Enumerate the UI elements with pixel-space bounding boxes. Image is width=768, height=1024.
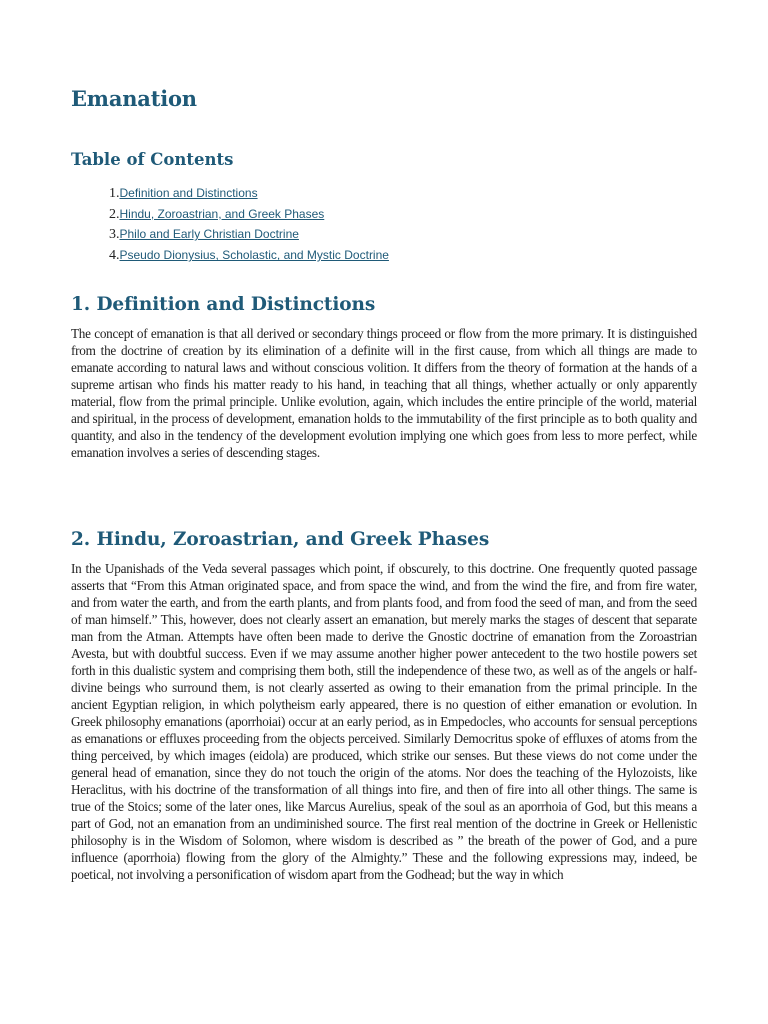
section-heading-definition: 1. Definition and Distinctions: [71, 294, 376, 315]
toc-item: [109, 204, 389, 225]
toc-item-number: 1.: [109, 186, 120, 201]
toc-item: [109, 183, 389, 204]
toc-link-definition-and-distinctions[interactable]: Definition and Distinctions: [119, 186, 258, 200]
toc-link-pseudo-dionysius[interactable]: Pseudo Dionysius, Scholastic, and Mystic Doctrine: [119, 248, 389, 263]
page-title: Emanation: [71, 86, 197, 111]
section-heading-hindu-zoroastrian-greek: 2. Hindu, Zoroastrian, and Greek Phases: [71, 529, 490, 550]
section-body-definition: The concept of emanation is that all derived or secondary things proceed or flow from the more primary. It is distinguished from the doctrine of creation by its elimination of a definite will in the first cause, from which all things are made to emanate according to natural laws and without conscious volition. It differs from the theory of formation at the hands of a supreme artisan who finds his matter ready to his hand, in teaching that all things, whether actually or only apparently material, flow from the primal principle. Unlike evolution, again, which includes the entire principle of the world, material and spiritual, in the process of development, emanation holds to the immutability of the first principle as to both quality and quantity, and also in the tendency of the development evolution implying one which goes from less to more perfect, while emanation involves a series of descending stages.: [71, 326, 697, 460]
toc-item: [109, 245, 389, 266]
toc-item: [109, 224, 389, 245]
toc-item-number: 2.: [109, 206, 120, 222]
toc-item-number: 4.: [109, 248, 120, 264]
toc-link-philo-early-christian[interactable]: Philo and Early Christian Doctrine: [119, 227, 299, 242]
toc-heading: Table of Contents: [71, 150, 234, 169]
toc-link-hindu-zoroastrian-greek[interactable]: Hindu, Zoroastrian, and Greek Phases: [119, 206, 325, 221]
toc-item-number: 3.: [109, 227, 120, 243]
table-of-contents: [109, 183, 389, 266]
section-body-hindu-zoroastrian-greek: In the Upanishads of the Veda several passages which point, if obscurely, to this doctrine. One frequently quoted passage asserts that “From this Atman originated space, and from space the wind, and from the wind the fire, and from fire water, and from water the earth, and from the earth plants, and from plants food, and from food the seed of man, and from the seed of man himself.” This, however, does not clearly assert an emanation, but merely marks the stages of descent that separate man from the Atman. Attempts have often been made to derive the Gnostic doctrine of emanation from the Zoroastrian Avesta, but with doubtful success. Even if we may assume another higher power antecedent to the two hostile powers set forth in this dualistic system and comprising them both, still the independence of these two, as well as of the angels or half-divine beings who surround them, is not clearly asserted as owing to their emanation from the primal principle. In the ancient Egyptian religion, in which polytheism early appeared, there is no question of either emanation or evolution. In Greek philosophy emanations (aporrhoiai) occur at an early period, as in Empedocles, who accounts for sensual perceptions as emanations or effluxes proceeding from the objects perceived. Similarly Democritus spoke of effluxes of atoms from the thing perceived, by which images (eidola) are produced, which strike our senses. But these views do not come under the general head of emanation, since they do not touch the origin of the atoms. Nor does the teaching of the Hylozoists, like Heraclitus, with his doctrine of the transformation of all things into fire, and then of fire into all other things. The same is true of the Stoics; some of the later ones, like Marcus Aurelius, speak of the soul as an aporrhoia of God, but this means a part of God, not an emanation from an undiminished source. The first real mention of the doctrine in Greek or Hellenistic philosophy is in the Wisdom of Solomon, where wisdom is described as ” the breath of the power of God, and a pure influence (aporrhoia) flowing from the glory of the Almighty.” These and the following expressions may, indeed, be poetical, not involving a personification of wisdom apart from the Godhead; but the way in which: [71, 561, 697, 882]
